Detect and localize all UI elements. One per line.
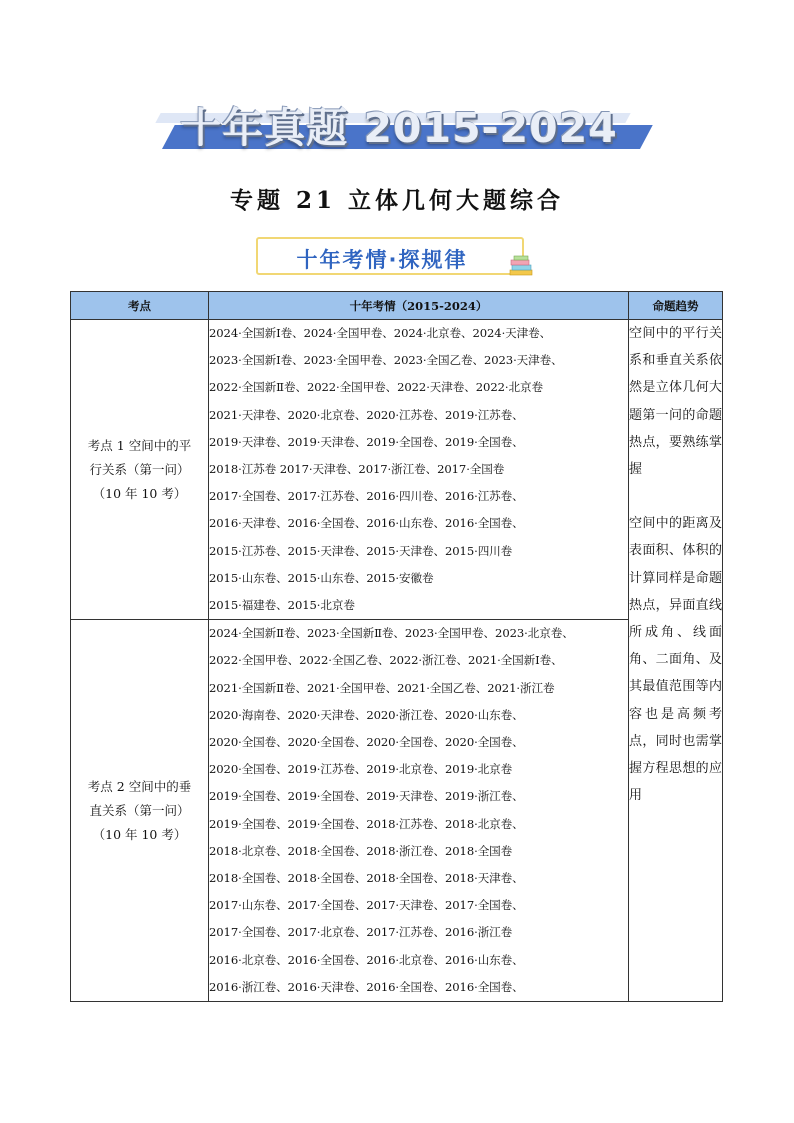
- trend-paragraph: 空间中的平行关系和垂直关系依然是立体几何大题第一问的命题热点，要熟练掌握: [629, 326, 722, 478]
- years-cell: [209, 620, 629, 1002]
- year-line: 2016·北京卷、2016·全国卷、2016·北京卷、2016·山东卷、: [209, 952, 524, 967]
- year-line: 2022·全国甲卷、2022·全国乙卷、2022·浙江卷、2021·全国新Ⅰ卷、: [209, 653, 563, 668]
- year-line: 2022·全国新Ⅱ卷、2022·全国甲卷、2022·天津卷、2022·北京卷: [209, 380, 543, 395]
- trend-cell: [629, 320, 723, 1002]
- year-line: 2019·天津卷、2019·天津卷、2019·全国卷、2019·全国卷、: [209, 434, 524, 449]
- year-line: 2018·北京卷、2018·全国卷、2018·浙江卷、2018·全国卷: [209, 843, 513, 858]
- header-years: 十年考情（2015-2024）: [209, 292, 629, 320]
- topic-line: 直关系（第一问）: [89, 802, 190, 818]
- year-line: 2016·浙江卷、2016·天津卷、2016·全国卷、2016·全国卷、: [209, 979, 524, 994]
- topic-cell: [71, 620, 209, 1002]
- year-line: 2019·全国卷、2019·全国卷、2018·江苏卷、2018·北京卷、: [209, 816, 524, 831]
- year-line: 2017·全国卷、2017·北京卷、2017·江苏卷、2016·浙江卷: [209, 925, 513, 940]
- year-line: 2020·全国卷、2019·江苏卷、2019·北京卷、2019·北京卷: [209, 762, 513, 777]
- topic-line: 行关系（第一问）: [89, 461, 190, 477]
- year-line: 2015·福建卷、2015·北京卷: [209, 598, 355, 613]
- topic-cell: [71, 320, 209, 620]
- header-trend: 命题趋势: [629, 292, 723, 320]
- section-pill: [256, 237, 524, 275]
- year-line: 2023·全国新Ⅰ卷、2023·全国甲卷、2023·全国乙卷、2023·天津卷、: [209, 353, 563, 368]
- year-line: 2018·全国卷、2018·全国卷、2018·全国卷、2018·天津卷、: [209, 871, 524, 886]
- exam-table: [70, 291, 723, 1002]
- table-row: [71, 320, 723, 620]
- section-pill-label: 十年考情·探规律: [296, 248, 468, 272]
- topic-line: 考点 2 空间中的垂: [87, 778, 192, 794]
- years-cell: [209, 320, 629, 620]
- books-icon: [508, 255, 534, 277]
- year-line: 2024·全国新Ⅰ卷、2024·全国甲卷、2024·北京卷、2024·天津卷、: [209, 326, 552, 340]
- year-line: 2017·山东卷、2017·全国卷、2017·天津卷、2017·全国卷、: [209, 898, 524, 913]
- year-line: 2024·全国新Ⅱ卷、2023·全国新Ⅱ卷、2023·全国甲卷、2023·北京卷、: [209, 626, 574, 641]
- table-header-row: [71, 292, 723, 320]
- topic-line: 考点 1 空间中的平: [87, 437, 192, 453]
- year-line: 2015·江苏卷、2015·天津卷、2015·天津卷、2015·四川卷: [209, 543, 513, 558]
- year-line: 2020·海南卷、2020·天津卷、2020·浙江卷、2020·山东卷、: [209, 707, 524, 722]
- trend-paragraph: 空间中的距离及表面积、体积的计算同样是命题热点，异面直线所成角、线面角、二面角、及其最值范围等内容也是高频考点，同时也需掌握方程思想的应用: [629, 516, 722, 804]
- table-row: [71, 620, 723, 1002]
- topic-line: （10 年 10 考）: [92, 485, 187, 501]
- year-line: 2021·全国新Ⅱ卷、2021·全国甲卷、2021·全国乙卷、2021·浙江卷: [209, 680, 555, 695]
- subject-title: 专题 21 立体几何大题综合: [229, 187, 565, 214]
- year-line: 2020·全国卷、2020·全国卷、2020·全国卷、2020·全国卷、: [209, 735, 524, 750]
- year-line: 2016·天津卷、2016·全国卷、2016·山东卷、2016·全国卷、: [209, 516, 524, 531]
- header-topic: 考点: [71, 292, 209, 320]
- year-line: 2019·全国卷、2019·全国卷、2019·天津卷、2019·浙江卷、: [209, 789, 524, 804]
- year-line: 2015·山东卷、2015·山东卷、2015·安徽卷: [209, 570, 434, 585]
- year-line: 2017·全国卷、2017·江苏卷、2016·四川卷、2016·江苏卷、: [209, 489, 524, 504]
- year-line: 2018·江苏卷 2017·天津卷、2017·浙江卷、2017·全国卷: [209, 462, 505, 477]
- year-line: 2021·天津卷、2020·北京卷、2020·江苏卷、2019·江苏卷、: [209, 407, 524, 422]
- title-banner: [150, 95, 630, 157]
- topic-line: （10 年 10 考）: [92, 826, 187, 842]
- banner-title: 十年真题 2015-2024: [180, 104, 618, 152]
